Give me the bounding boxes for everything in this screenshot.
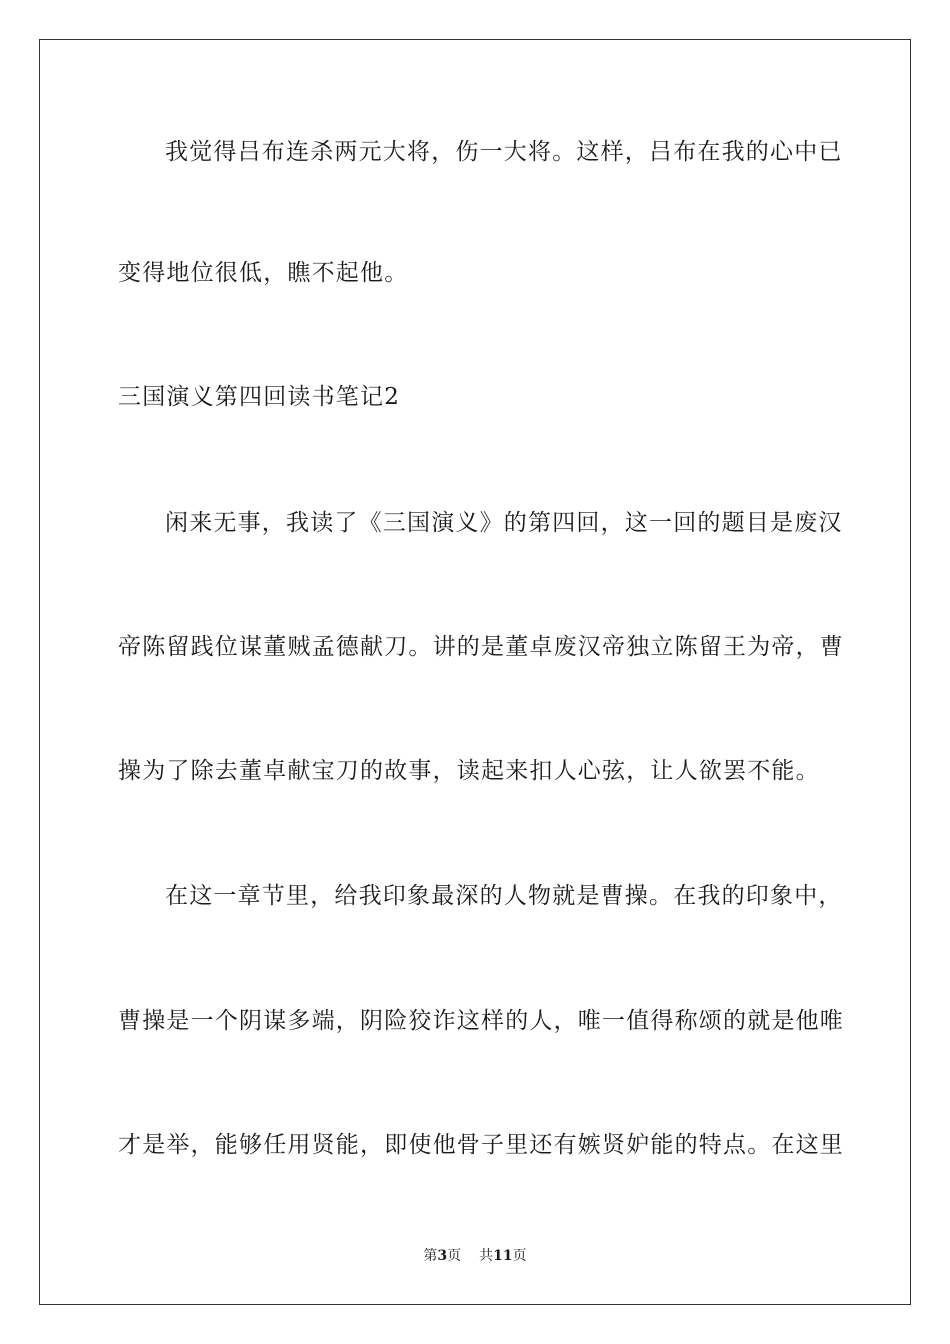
paragraph-line: 变得地位很低，瞧不起他。 (118, 260, 409, 286)
page-frame (39, 39, 911, 1305)
page-footer (0, 1247, 950, 1265)
paragraph-line: 操为了除去董卓献宝刀的故事，读起来扣人心弦，让人欲罢不能。 (118, 758, 820, 784)
page-label-suffix: 页 (447, 1248, 462, 1264)
paragraph-line: 在这一章节里，给我印象最深的人物就是曹操。在我的印象中， (165, 883, 843, 909)
paragraph-line: 帝陈留践位谋董贼孟德献刀。讲的是董卓废汉帝独立陈留王为帝，曹 (118, 634, 844, 660)
paragraph-line: 才是举，能够任用贤能，即使他骨子里还有嫉贤妒能的特点。在这里 (118, 1132, 844, 1158)
paragraph-line: 我觉得吕布连杀两元大将，伤一大将。这样，吕布在我的心中已 (165, 139, 843, 165)
page-label-prefix: 第 (423, 1248, 438, 1264)
paragraph-line: 曹操是一个阴谋多端，阴险狡诈这样的人，唯一值得称颂的就是他唯 (118, 1008, 844, 1034)
paragraph-line: 闲来无事，我读了《三国演义》的第四回，这一回的题目是废汉 (165, 510, 843, 536)
total-label-suffix: 页 (512, 1248, 527, 1264)
page-total: 11 (493, 1248, 513, 1264)
total-label-prefix: 共 (479, 1248, 494, 1264)
page-current: 3 (437, 1248, 448, 1264)
section-title: 三国演义第四回读书笔记2 (118, 384, 401, 410)
